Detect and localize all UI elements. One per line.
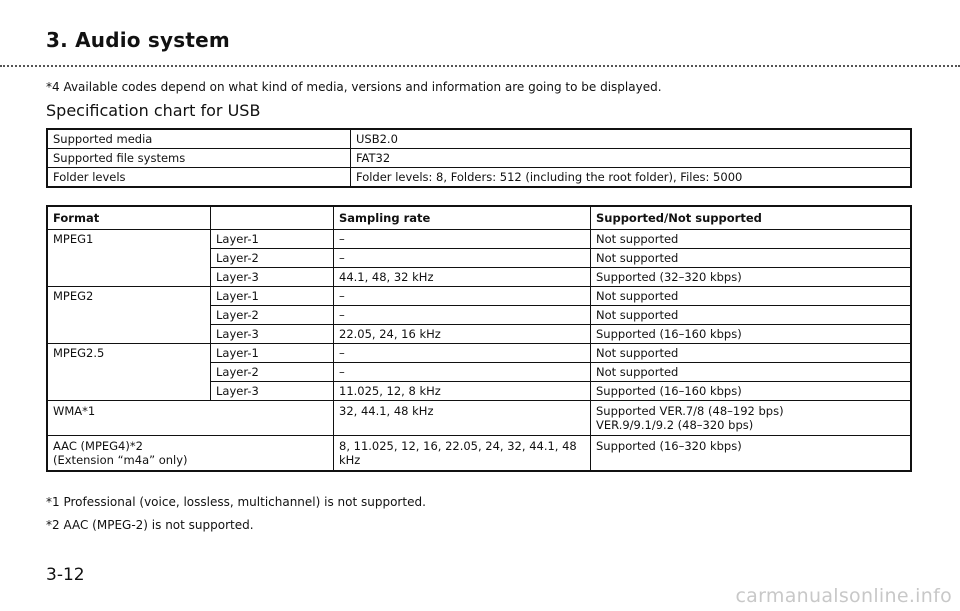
footnote-1: *1 Professional (voice, lossless, multichannel) is not supported. [46, 495, 426, 509]
rate-cell: – [334, 344, 591, 363]
header-divider [0, 65, 960, 67]
table-header-row [47, 206, 911, 230]
layer-cell: Layer-3 [211, 325, 334, 344]
rate-cell: – [334, 287, 591, 306]
rate-line: 8, 11.025, 12, 16, 22.05, 24, 32, 44.1, 48 [339, 439, 577, 453]
table-row [47, 401, 911, 436]
header-support: Supported/Not supported [591, 206, 912, 230]
table-row [47, 249, 911, 268]
support-cell: Supported (16–320 kbps) [591, 436, 912, 472]
rate-cell: 32, 44.1, 48 kHz [334, 401, 591, 436]
rate-cell: – [334, 306, 591, 325]
support-cell: Not supported [591, 249, 912, 268]
footnote-2: *2 AAC (MPEG-2) is not supported. [46, 518, 254, 532]
format-cell-empty [47, 363, 211, 382]
layer-cell: Layer-1 [211, 287, 334, 306]
layer-cell: Layer-3 [211, 382, 334, 401]
header-sampling-rate: Sampling rate [334, 206, 591, 230]
table-row [47, 287, 911, 306]
format-cell-empty [47, 382, 211, 401]
layer-cell: Layer-2 [211, 363, 334, 382]
layer-cell: Layer-1 [211, 230, 334, 249]
section-title: Specification chart for USB [46, 101, 261, 120]
watermark-text: carmanualsonline.info [735, 585, 952, 607]
support-cell: Not supported [591, 287, 912, 306]
layer-cell: Layer-2 [211, 249, 334, 268]
support-cell: Not supported [591, 363, 912, 382]
table-row [47, 363, 911, 382]
support-cell [591, 401, 912, 436]
page-header-title: 3. Audio system [46, 28, 230, 52]
table-row [47, 230, 911, 249]
spec-label: Folder levels [47, 168, 351, 188]
rate-cell: 44.1, 48, 32 kHz [334, 268, 591, 287]
support-line: VER.9/9.1/9.2 (48–320 bps) [596, 418, 754, 432]
support-cell: Not supported [591, 344, 912, 363]
layer-cell: Layer-1 [211, 344, 334, 363]
support-cell: Supported (32–320 kbps) [591, 268, 912, 287]
layer-cell: Layer-2 [211, 306, 334, 325]
spec-value: Folder levels: 8, Folders: 512 (including the root folder), Files: 5000 [351, 168, 912, 188]
usb-spec-table [46, 128, 912, 188]
support-cell: Supported (16–160 kbps) [591, 325, 912, 344]
page-number: 3-12 [46, 565, 85, 585]
table-row [47, 149, 911, 168]
table-row [47, 325, 911, 344]
spec-value: FAT32 [351, 149, 912, 168]
spec-label: Supported file systems [47, 149, 351, 168]
table-row [47, 436, 911, 472]
spec-value: USB2.0 [351, 129, 912, 149]
rate-cell: – [334, 249, 591, 268]
rate-cell: – [334, 230, 591, 249]
format-table [46, 205, 912, 472]
support-cell: Supported (16–160 kbps) [591, 382, 912, 401]
table-row [47, 344, 911, 363]
support-cell: Not supported [591, 230, 912, 249]
format-cell-empty [47, 306, 211, 325]
rate-cell: – [334, 363, 591, 382]
header-layer [211, 206, 334, 230]
format-line: AAC (MPEG4)*2 [53, 439, 143, 453]
table-row [47, 129, 911, 149]
format-cell-empty [47, 325, 211, 344]
table-row [47, 306, 911, 325]
format-cell: MPEG2.5 [47, 344, 211, 363]
format-cell [47, 436, 334, 472]
note-available-codes: *4 Available codes depend on what kind of media, versions and information are going to be displayed. [46, 80, 662, 94]
format-cell: MPEG1 [47, 230, 211, 249]
support-cell: Not supported [591, 306, 912, 325]
header-format: Format [47, 206, 211, 230]
format-cell: WMA*1 [47, 401, 334, 436]
table-row [47, 168, 911, 188]
rate-cell [334, 436, 591, 472]
table-row [47, 382, 911, 401]
spec-label: Supported media [47, 129, 351, 149]
format-cell: MPEG2 [47, 287, 211, 306]
layer-cell: Layer-3 [211, 268, 334, 287]
format-line: (Extension “m4a” only) [53, 453, 188, 467]
rate-cell: 22.05, 24, 16 kHz [334, 325, 591, 344]
rate-cell: 11.025, 12, 8 kHz [334, 382, 591, 401]
format-cell-empty [47, 268, 211, 287]
table-row [47, 268, 911, 287]
support-line: Supported VER.7/8 (48–192 bps) [596, 404, 784, 418]
rate-line: kHz [339, 453, 361, 467]
format-cell-empty [47, 249, 211, 268]
